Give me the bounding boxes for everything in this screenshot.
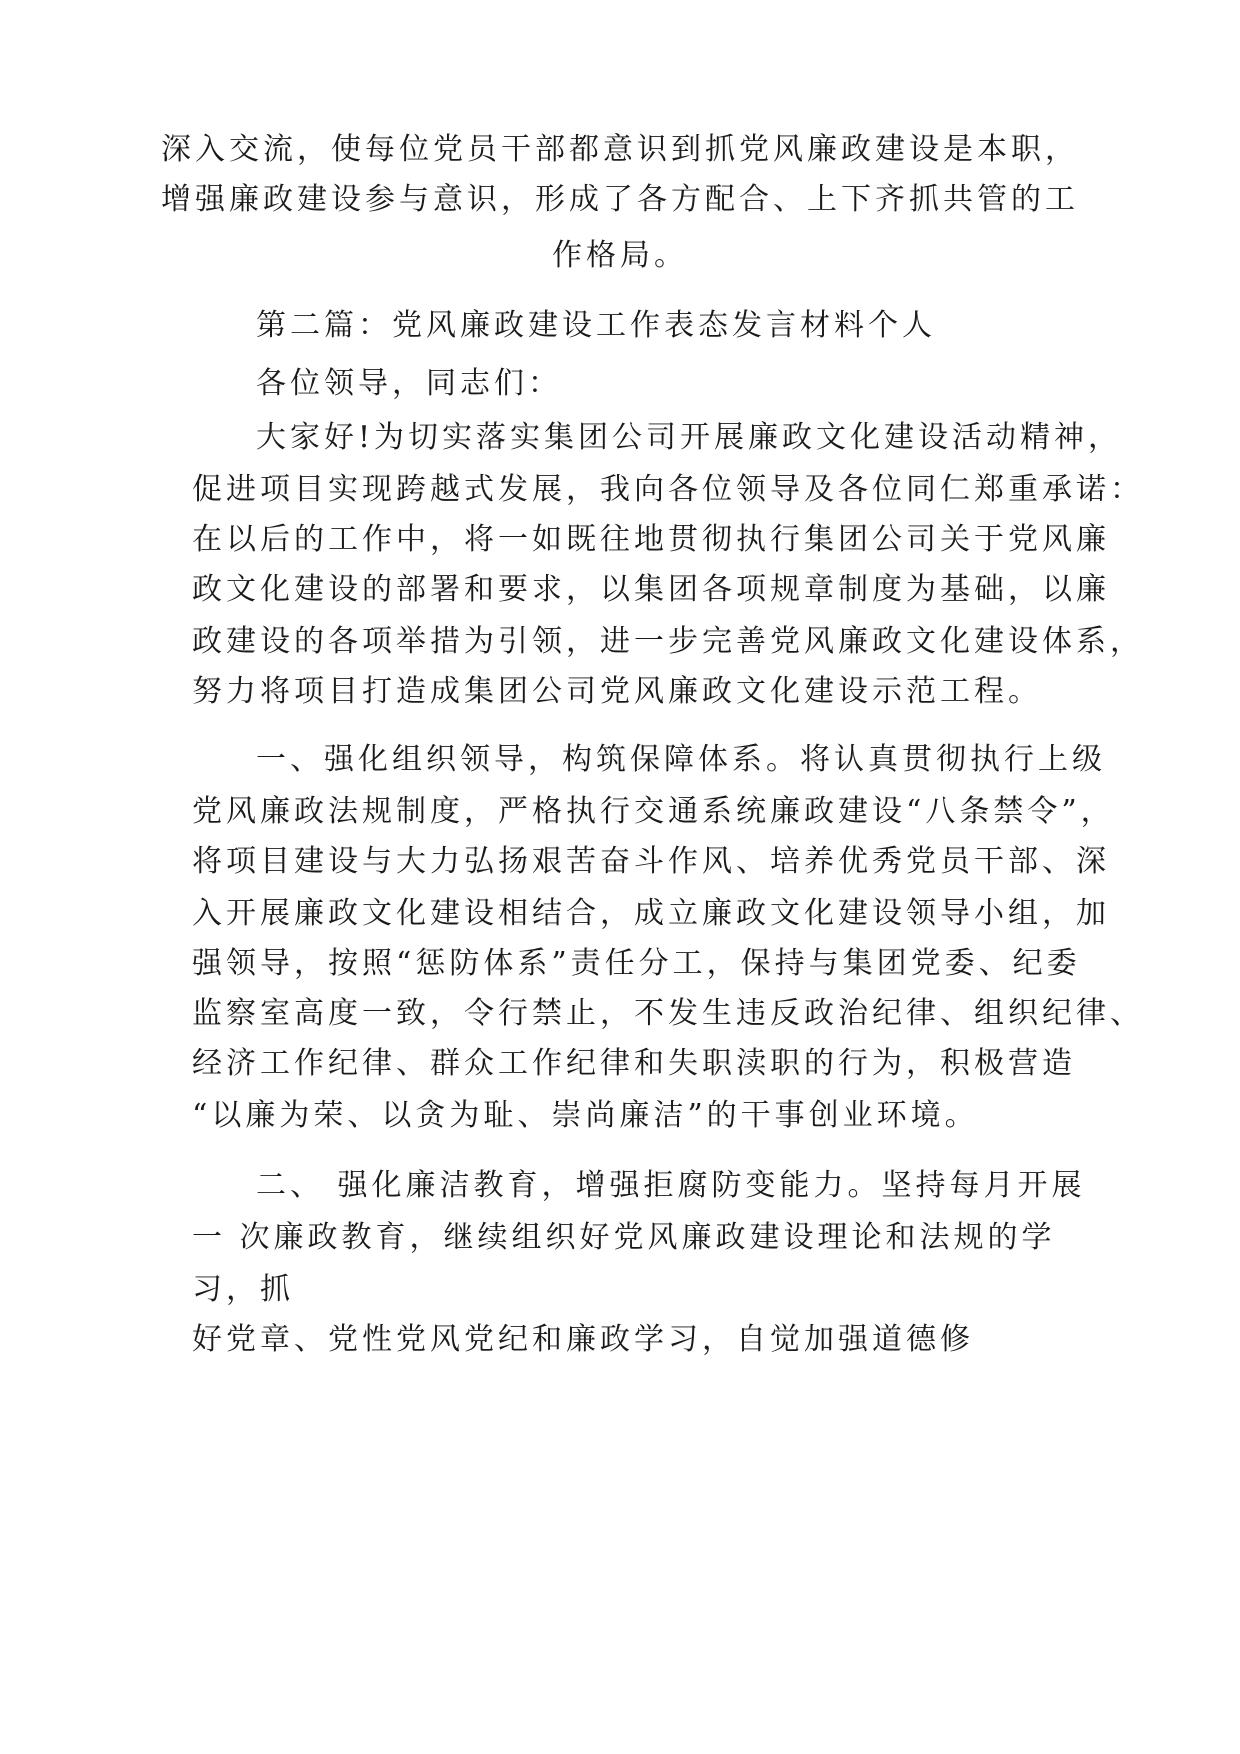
para3-line-1: 二、 强化廉洁教育，增强拒腐防变能力。坚持每月开展 (256, 1168, 1086, 1203)
para2-line-8: “以廉为荣、以贪为耻、崇尚廉洁”的干事创业环境。 (192, 1098, 979, 1133)
para1-line-4: 政文化建设的部署和要求，以集团各项规章制度为基础，以廉 (192, 572, 1110, 607)
intro-line-1: 深入交流，使每位党员干部都意识到抓党风廉政建设是本职， (161, 132, 1079, 167)
para1-line-1: 大家好!为切实落实集团公司开展廉政文化建设活动精神， (256, 420, 1123, 455)
para2-line-1: 一、强化组织领导，构筑保障体系。将认真贯彻执行上级 (256, 742, 1106, 777)
para1-line-2: 促进项目实现跨越式发展，我向各位领导及各位同仁郑重承诺： (192, 472, 1144, 507)
para1-line-6: 努力将项目打造成集团公司党风廉政文化建设示范工程。 (192, 674, 1042, 709)
para2-line-6: 监察室高度一致，令行禁止，不发生违反政治纪律、组织纪律、 (192, 996, 1144, 1031)
para2-line-5: 强领导，按照“惩防体系”责任分工，保持与集团党委、纪委 (192, 946, 1081, 981)
para2-line-2: 党风廉政法规制度，严格执行交通系统廉政建设“八条禁令”， (192, 794, 1115, 829)
para2-line-7: 经济工作纪律、群众工作纪律和失职渎职的行为，积极营造 (192, 1046, 1076, 1081)
intro-line-3: 作格局。 (552, 238, 688, 273)
para2-line-4: 入开展廉政文化建设相结合，成立廉政文化建设领导小组，加 (192, 896, 1110, 931)
section-title: 第二篇：党风廉政建设工作表态发言材料个人 (256, 308, 936, 343)
para2-line-3: 将项目建设与大力弘扬艰苦奋斗作风、培养优秀党员干部、深 (192, 844, 1110, 879)
para3-line-3: 习，抓 (192, 1272, 294, 1307)
para1-line-5: 政建设的各项举措为引领，进一步完善党风廉政文化建设体系， (192, 624, 1144, 659)
intro-line-2: 增强廉政建设参与意识，形成了各方配合、上下齐抓共管的工 (161, 182, 1079, 217)
para3-line-4: 好党章、党性党风党纪和廉政学习，自觉加强道德修 (192, 1322, 974, 1357)
para1-line-3: 在以后的工作中，将一如既往地贯彻执行集团公司关于党风廉 (192, 522, 1110, 557)
salutation: 各位领导，同志们： (256, 366, 562, 401)
para3-line-2: 一 次廉政教育，继续组织好党风廉政建设理论和法规的学 (192, 1220, 1056, 1255)
